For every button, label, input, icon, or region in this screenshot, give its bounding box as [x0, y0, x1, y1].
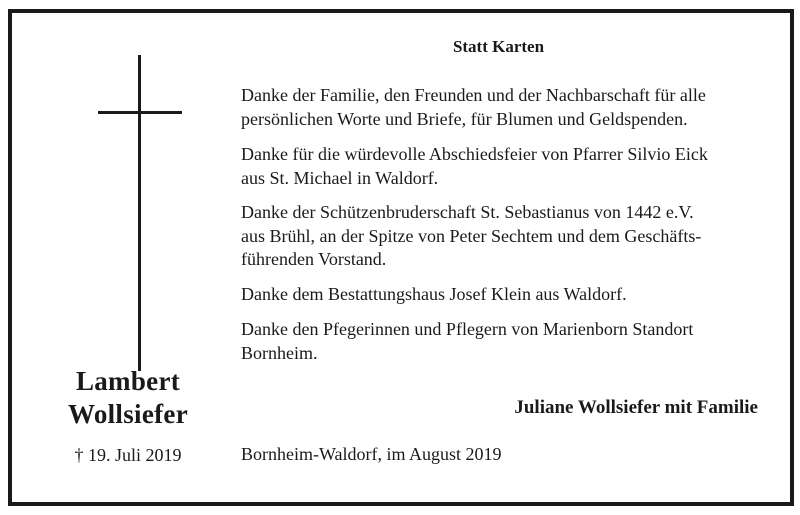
- cross-icon: [138, 55, 141, 371]
- paragraph-line: Danke der Familie, den Freunden und der Nachbarschaft für alle: [241, 85, 706, 105]
- thanks-paragraph-funeral-home: [241, 283, 761, 307]
- thanks-paragraph-caregivers: [241, 318, 761, 365]
- paragraph-line: Bornheim.: [241, 342, 318, 363]
- paragraph-line: Danke dem Bestattungshaus Josef Klein aus Waldorf.: [241, 284, 627, 304]
- thanks-paragraph-ceremony: [241, 143, 761, 190]
- deceased-first-name: Lambert: [75, 366, 181, 396]
- paragraph-line: führenden Vorstand.: [241, 249, 387, 269]
- thanks-paragraph-family: [241, 84, 761, 131]
- place-date: Bornheim-Waldorf, im August 2019: [241, 444, 502, 464]
- paragraph-line: aus St. Michael in Waldorf.: [241, 167, 439, 188]
- signature: Juliane Wollsiefer mit Familie: [514, 397, 758, 418]
- cross-icon-crossbar: [98, 111, 182, 114]
- paragraph-line: Danke der Schützenbruderschaft St. Sebastianus von 1442 e.V.: [241, 202, 694, 222]
- paragraph-line: Danke für die würdevolle Abschiedsfeier von Pfarrer Silvio Eick: [241, 144, 708, 164]
- notice-heading: Statt Karten: [452, 37, 545, 56]
- paragraph-line: Danke den Pfegerinnen und Pflegern von Marienborn Standort: [241, 319, 694, 339]
- thanks-paragraph-brotherhood: [241, 201, 761, 272]
- paragraph-line: persönlichen Worte und Briefe, für Blumen und Geldspenden.: [241, 108, 688, 129]
- paragraph-line: aus Brühl, an der Spitze von Peter Sechtem und dem Geschäfts-: [241, 225, 702, 246]
- death-date: † 19. Juli 2019: [74, 445, 182, 465]
- deceased-last-name: Wollsiefer: [68, 399, 188, 429]
